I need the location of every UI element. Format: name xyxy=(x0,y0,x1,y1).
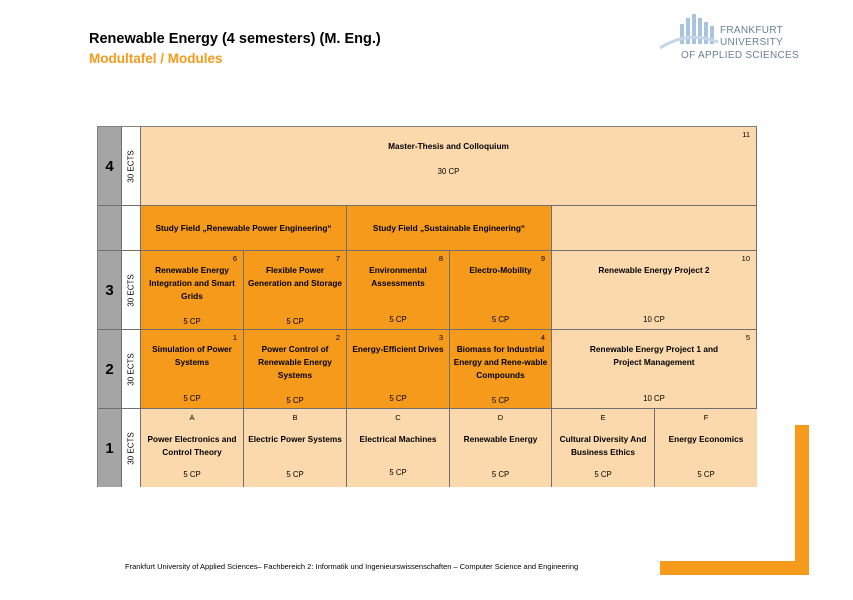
module-number: 11 xyxy=(742,130,750,139)
module-letter: B xyxy=(292,413,298,422)
decorative-corner-vertical xyxy=(795,425,809,575)
semester-1-label: 1 xyxy=(98,409,122,487)
ects-label: 30 ECTS xyxy=(126,352,136,386)
module-E xyxy=(552,409,655,487)
module-C xyxy=(347,409,450,487)
study-field-row-blank xyxy=(98,206,122,251)
module-number: 7 xyxy=(335,254,340,263)
module-B xyxy=(244,409,347,487)
page-footer: Frankfurt University of Applied Sciences– Fachbereich 2: Informatik und Ingenieurswissenschaften – Computer Science and Engineering xyxy=(125,562,579,571)
semester-1-ects xyxy=(122,409,141,487)
module-10 xyxy=(552,251,757,330)
module-cp: 5 CP xyxy=(183,394,201,403)
module-name: Renewable Energy Project 2 xyxy=(598,265,710,275)
module-number: 10 xyxy=(741,254,750,263)
module-name: Power Control of Renewable Energy Systems xyxy=(258,344,332,380)
module-name: Master-Thesis and Colloquium xyxy=(388,141,509,151)
module-3 xyxy=(347,330,450,409)
module-cp: 10 CP xyxy=(643,315,665,324)
logo-text xyxy=(681,25,799,61)
module-name: Electrical Machines xyxy=(359,434,437,444)
logo-line-2: UNIVERSITY xyxy=(720,37,784,48)
module-cp: 5 CP xyxy=(183,317,201,326)
study-field-sustainable: Study Field „Sustainable Engineering“ xyxy=(347,206,552,251)
module-4 xyxy=(450,330,552,409)
module-name: Biomass for Industrial Energy and Rene-wable Compounds xyxy=(453,344,548,380)
module-11 xyxy=(141,127,757,206)
module-name: Power Electronics and Control Theory xyxy=(147,434,237,457)
ects-label: 30 ECTS xyxy=(126,431,136,465)
module-number: 8 xyxy=(438,254,443,263)
module-6 xyxy=(141,251,244,330)
semester-3-ects xyxy=(122,251,141,330)
module-name: Energy Economics xyxy=(668,434,744,444)
module-name: Electric Power Systems xyxy=(248,434,342,444)
ects-label: 30 ECTS xyxy=(126,149,136,183)
module-cp: 5 CP xyxy=(389,315,407,324)
module-cp: 5 CP xyxy=(491,470,510,479)
logo-line-1: FRANKFURT xyxy=(720,25,784,36)
module-letter: C xyxy=(395,413,401,422)
semester-4-ects xyxy=(122,127,141,206)
logo-line-3: OF APPLIED SCIENCES xyxy=(681,50,799,61)
module-name: Electro-Mobility xyxy=(469,265,532,275)
semester-3-label: 3 xyxy=(98,251,122,330)
module-7 xyxy=(244,251,347,330)
module-cp: 5 CP xyxy=(594,470,612,479)
module-name: Renewable Energy Project 1 and Project Management xyxy=(589,344,719,367)
module-cp: 30 CP xyxy=(437,167,460,176)
module-2 xyxy=(244,330,347,409)
semester-4-label: 4 xyxy=(98,127,122,206)
module-5 xyxy=(552,330,757,409)
ects-label: 30 ECTS xyxy=(126,273,136,307)
module-cp: 5 CP xyxy=(286,396,304,405)
semester-2-label: 2 xyxy=(98,330,122,409)
module-cp: 5 CP xyxy=(697,470,715,479)
module-F xyxy=(655,409,757,487)
module-name: Energy-Efficient Drives xyxy=(352,344,444,354)
study-field-empty xyxy=(552,206,757,251)
module-cp: 5 CP xyxy=(183,470,201,479)
page-subtitle: Modultafel / Modules xyxy=(89,51,223,66)
module-cp: 5 CP xyxy=(286,470,304,479)
module-number: 6 xyxy=(232,254,237,263)
module-1 xyxy=(141,330,244,409)
module-letter: D xyxy=(497,413,504,422)
semester-2-ects xyxy=(122,330,141,409)
module-D xyxy=(450,409,552,487)
module-name: Renewable Energy xyxy=(463,434,538,444)
module-number: 3 xyxy=(438,333,443,342)
module-number: 2 xyxy=(335,333,340,342)
module-name: Environmental Assessments xyxy=(369,265,427,288)
module-A xyxy=(141,409,244,487)
module-name: Simulation of Power Systems xyxy=(152,344,232,367)
module-name: Flexible Power Generation and Storage xyxy=(247,265,343,288)
study-field-row-ects-blank xyxy=(122,206,141,251)
module-9 xyxy=(450,251,552,330)
module-cp: 5 CP xyxy=(389,394,407,403)
module-cp: 5 CP xyxy=(491,396,510,405)
module-cp: 5 CP xyxy=(491,315,510,324)
module-number: 1 xyxy=(232,333,237,342)
module-cp: 5 CP xyxy=(389,468,407,477)
module-number: 4 xyxy=(540,333,545,342)
module-table xyxy=(97,126,757,487)
module-name: Renewable Energy Integration and Smart Grids xyxy=(149,265,235,301)
module-name: Cultural Diversity And Business Ethics xyxy=(559,434,647,457)
module-8 xyxy=(347,251,450,330)
decorative-corner-horizontal xyxy=(660,561,809,575)
module-letter: A xyxy=(189,413,195,422)
module-cp: 10 CP xyxy=(643,394,665,403)
study-field-renewable-power: Study Field „Renewable Power Engineering“ xyxy=(141,206,347,251)
module-number: 5 xyxy=(745,333,750,342)
page-title: Renewable Energy (4 semesters) (M. Eng.) xyxy=(89,31,381,47)
module-letter: F xyxy=(703,413,709,422)
module-number: 9 xyxy=(540,254,545,263)
module-cp: 5 CP xyxy=(286,317,304,326)
module-letter: E xyxy=(600,413,606,422)
